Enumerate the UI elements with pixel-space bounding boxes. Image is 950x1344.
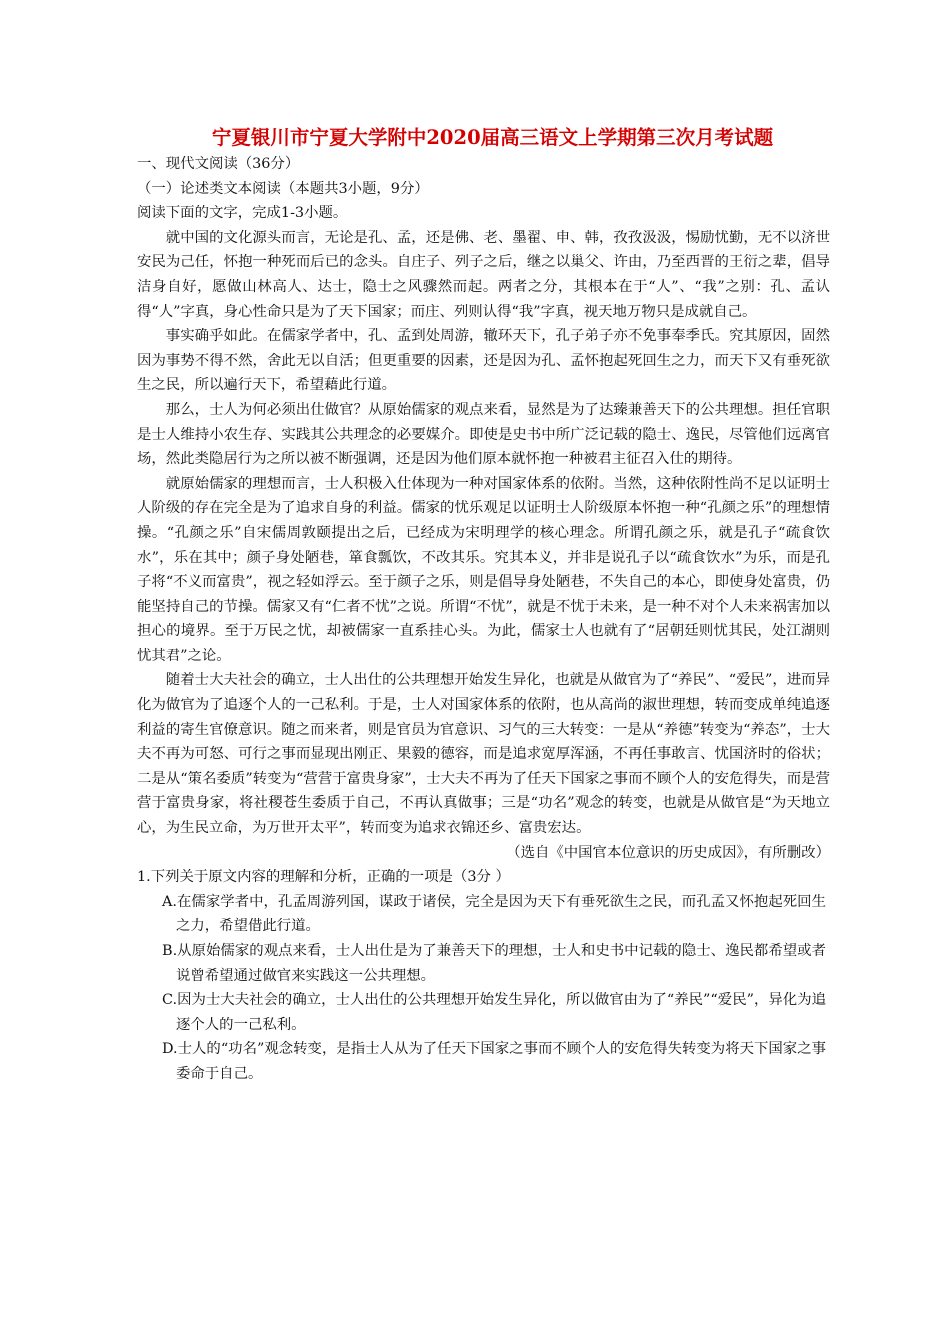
paragraph-4: 就原始儒家的理想而言，士人积极入仕体现为一种对国家体系的依附。当然，这种依附性尚不足以证明士人阶级的存在完全是为了追求自身的利益。儒家的忧乐观足以证明士人阶级原本怀抱一种“孔颜之乐”的理想情操。“孔颜之乐”自宋儒周敦颐提出之后，已经成为宋明理学的核心理念。所谓孔颜之乐，就是孔子“疏食饮水”，乐在其中；颜子身处陋巷，箪食瓢饮，不改其乐。究其本义，并非是说孔子以“疏食饮水”为乐，而是孔子将“不义而富贵”，视之轻如浮云。至于颜子之乐，则是倡导身处陋巷，不失自己的本心，即使身处富贵，仍能坚持自己的节操。儒家又有“仁者不忧”之说。所谓“不忧”，就是不忧于未来，是一种不对个人未来祸害加以担心的境界。至于万民之忧，却被儒家一直系挂心头。为此，儒家士人也就有了“居朝廷则忧其民，处江湖则忧其君”之论。 bbox=[137, 475, 830, 664]
question-1-option-c: C.因为士大夫社会的确立，士人出仕的公共理想开始发生异化，所以做官由为了“养民”“爱民”，异化为追逐个人的一己私利。 bbox=[162, 992, 826, 1033]
paragraph-5: 随着士大夫社会的确立，士人出仕的公共理想开始发生异化，也就是从做官为了“养民”、“爱民”，进而异化为做官为了追逐个人的一己私利。于是，士人对国家体系的依附，也从高尚的淑世理想，转而变成单纯追逐利益的寄生官僚意识。随之而来者，则是官员为官意识、习气的三大转变：一是从“养德”转变为“养态”，士大夫不再为可怒、可行之事而显现出刚正、果毅的德容，而是追求宽厚浑涵，不再任事敢言、忧国济时的俗状；二是从“策名委质”转变为“营营于富贵身家”，士大夫不再为了任天下国家之事而不顾个人的安危得失，而是营营于富贵身家，将社稷苍生委质于自己，不再认真做事；三是“功名”观念的转变，也就是从做官是“为天地立心，为生民立命，为万世开太平”，转而变为追求衣锦还乡、富贵宏达。 bbox=[137, 672, 830, 837]
question-1-option-d: D.士人的“功名”观念转变，是指士人从为了任天下国家之事而不顾个人的安危得失转变为将天下国家之事委命于自己。 bbox=[162, 1041, 826, 1082]
paragraph-2: 事实确乎如此。在儒家学者中，孔、孟到处周游，辙环天下，孔子弟子亦不免事奉季氏。究其原因，固然因为事势不得不然，舍此无以自活；但更重要的因素，还是因为孔、孟怀抱起死回生之力，而天下又有垂死欲生之民，所以遍行天下，希望藉此行道。 bbox=[137, 328, 830, 394]
paragraph-1: 就中国的文化源头而言，无论是孔、孟，还是佛、老、墨翟、申、韩，孜孜汲汲，惕励忧勤，无不以济世安民为己任，怀抱一种死而后已的念头。自庄子、列子之后，继之以巢父、许由，乃至西晋的王衍之辈，倡导洁身自好，愿做山林高人、达士，隐士之风骤然而起。两者之分，其根本在于“人”、“我”之别：孔、孟认得“人”字真，身心性命只是为了天下国家；而庄、列则认得“我”字真，视天地万物只是成就自己。 bbox=[137, 229, 830, 320]
question-1-option-b: B.从原始儒家的观点来看，士人出仕是为了兼善天下的理想，士人和史书中记载的隐士、逸民都希望或者说曾希望通过做官来实践这一公共理想。 bbox=[162, 943, 826, 984]
reading-instruction: 阅读下面的文字，完成1-3小题。 bbox=[137, 205, 348, 222]
question-1-option-a: A.在儒家学者中，孔孟周游列国，谋政于诸侯，完全是因为天下有垂死欲生之民，而孔孟又怀抱起死回生之力，希望借此行道。 bbox=[162, 893, 826, 935]
section-heading: 一、现代文阅读（36分） bbox=[137, 156, 300, 172]
question-1-stem: 1.下列关于原文内容的理解和分析，正确的一项是（3分 ） bbox=[137, 869, 510, 886]
paragraph-3: 那么，士人为何必须出仕做官？从原始儒家的观点来看，显然是为了达臻兼善天下的公共理想。担任官职是士人维持小农生存、实践其公共理念的必要媒介。即使是史书中所广泛记载的隐士、逸民，尽管他们远离官场，然此类隐居行为之所以被不断强调，还是因为他们原本就怀抱一种被君主征召入仕的期待。 bbox=[137, 401, 830, 468]
source-citation: （选自《中国官本位意识的历史成因》，有所删改） bbox=[506, 844, 830, 861]
exam-title: 宁夏银川市宁夏大学附中2020届高三语文上学期第三次月考试题 bbox=[211, 126, 774, 149]
subsection-heading: （一）论述类文本阅读（本题共3小题，9分） bbox=[137, 180, 429, 197]
